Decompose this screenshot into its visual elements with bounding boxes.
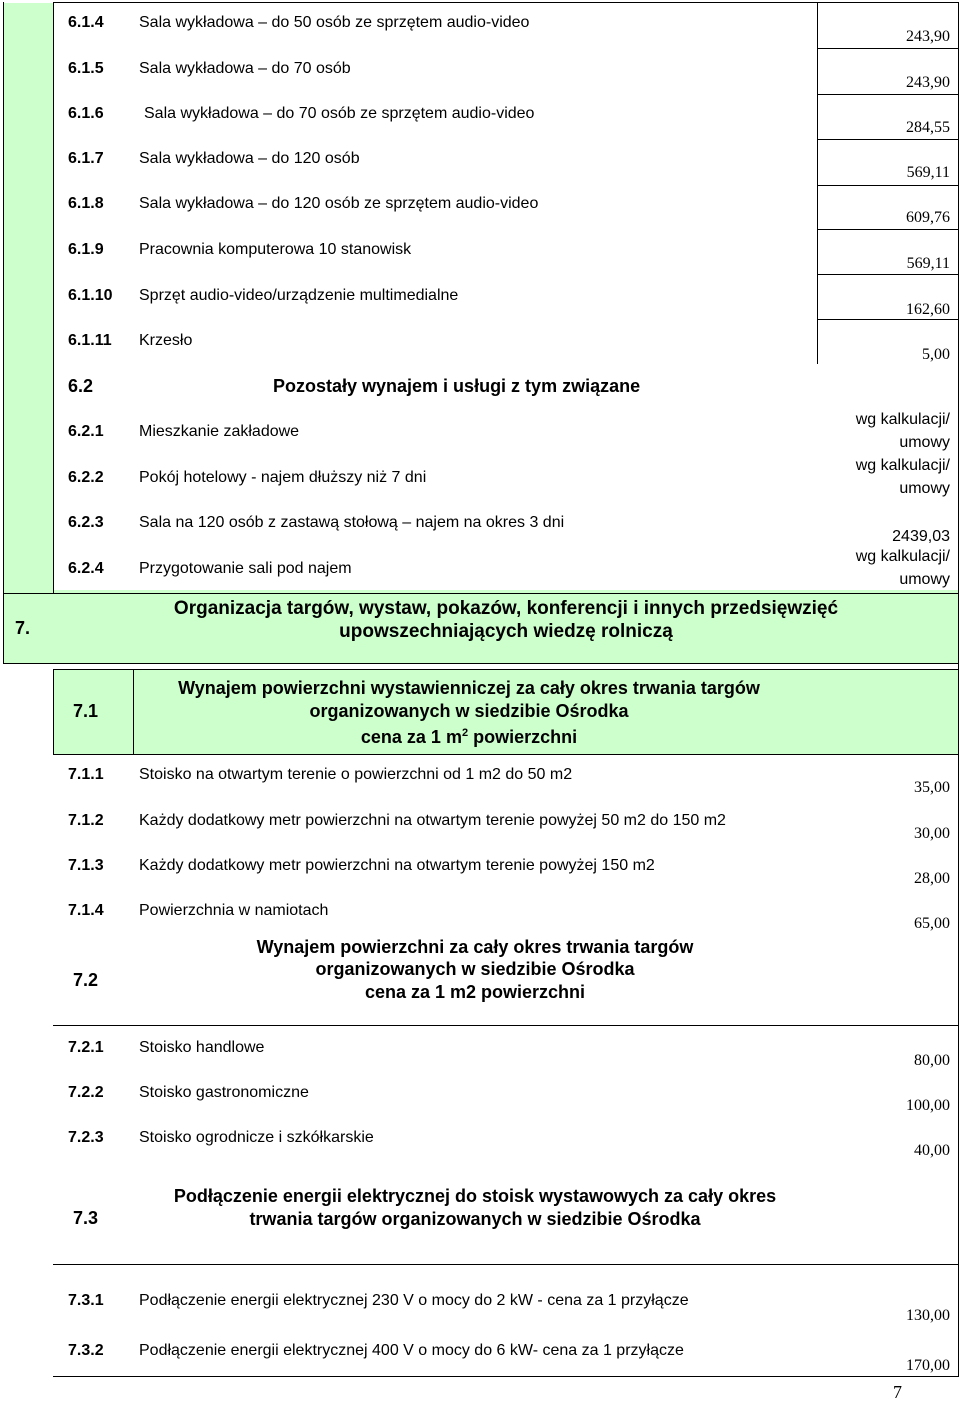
row-number: 6.1.11 [68, 332, 112, 349]
row-number: 6.1.8 [68, 195, 104, 212]
h-line-5 [817, 229, 958, 230]
row-description: Każdy dodatkowy metr powierzchni na otwartym terenie powyżej 150 m2 [139, 857, 655, 874]
h-line-4 [817, 185, 958, 186]
h-line-s7-top [3, 593, 959, 594]
row-price: 40,00 [914, 1142, 950, 1159]
right-border [958, 2, 959, 1376]
section-7-2-number: 7.2 [73, 970, 99, 990]
row-number: 7.1.3 [68, 857, 104, 874]
page-number: 7 [893, 1382, 902, 1402]
row-number: 7.2.2 [68, 1084, 104, 1101]
row-price-line2: umowy [899, 434, 950, 451]
row-price: wg kalkulacji/ [855, 457, 950, 474]
s72-bottom [53, 1025, 959, 1026]
row-number: 7.2.3 [68, 1129, 104, 1146]
row-price: 100,00 [906, 1097, 950, 1114]
row-price: 28,00 [914, 870, 950, 887]
row-price: 80,00 [914, 1052, 950, 1069]
row-description: Podłączenie energii elektrycznej 230 V o mocy do 2 kW - cena za 1 przyłącze [139, 1292, 689, 1309]
row-description: Sala na 120 osób z zastawą stołową – najem na okres 3 dni [139, 514, 565, 531]
top-border [53, 2, 959, 3]
section-6-2-title: Pozostały wynajem i usługi z tym związane [273, 376, 641, 396]
h-line-7 [817, 319, 958, 320]
h-line-3 [817, 139, 958, 140]
row-number: 6.1.9 [68, 241, 104, 258]
row-number: 7.2.1 [68, 1039, 104, 1056]
row-number: 6.2.2 [68, 469, 104, 486]
row-number: 7.1.1 [68, 766, 104, 783]
row-price: 569,11 [906, 164, 950, 181]
value-col-divider [817, 2, 818, 364]
row-description: Pracownia komputerowa 10 stanowisk [139, 241, 412, 258]
row-price: 284,55 [906, 119, 950, 136]
row-number: 7.1.2 [68, 812, 104, 829]
s71-bottom [53, 754, 959, 755]
left-border [3, 2, 4, 664]
row-number: 7.1.4 [68, 902, 104, 919]
row-description: Stoisko gastronomiczne [139, 1084, 309, 1101]
row-price: 130,00 [906, 1307, 950, 1324]
section-7-2-line1: Wynajem powierzchni za cały okres trwania targów [256, 937, 694, 957]
row-description: Mieszkanie zakładowe [139, 423, 300, 440]
margin-divider [53, 2, 54, 594]
section-6-2-number: 6.2 [68, 376, 94, 396]
section-7-2-line2: organizowanych w siedzibie Ośrodka [315, 959, 635, 979]
row-price: 30,00 [914, 825, 950, 842]
section-7-1-number: 7.1 [73, 701, 99, 721]
h-line-6 [817, 274, 958, 275]
row-price: 170,00 [906, 1357, 950, 1374]
row-price: 609,76 [906, 209, 950, 226]
row-number: 6.1.6 [68, 105, 104, 122]
row-description: Sala wykładowa – do 70 osób ze sprzętem audio-video [144, 105, 535, 122]
section-7-number: 7. [15, 618, 31, 638]
row-number: 6.2.3 [68, 514, 104, 531]
row-price: 243,90 [906, 28, 950, 45]
left-margin-fill [4, 3, 54, 663]
section-7-title-line1: Organizacja targów, wystaw, pokazów, konferencji i innych przedsięwzięć [173, 598, 839, 619]
row-description: Stoisko na otwartym terenie o powierzchni od 1 m2 do 50 m2 [139, 766, 573, 783]
row-price: 162,60 [906, 301, 950, 318]
row-price-line2: umowy [899, 480, 950, 497]
row-description: Sprzęt audio-video/urządzenie multimedialne [139, 287, 459, 304]
s73-bottom [53, 1264, 959, 1265]
row-number: 7.3.1 [68, 1292, 104, 1309]
section-7-3-line1: Podłączenie energii elektrycznej do stoisk wystawowych za cały okres [173, 1186, 777, 1206]
row-price-line2: umowy [899, 571, 950, 588]
row-price: 2439,03 [892, 528, 950, 545]
table-bottom [53, 1376, 959, 1377]
row-price: 65,00 [914, 915, 950, 932]
h-line-s7-bottom [3, 663, 959, 664]
section-7-3-line2: trwania targów organizowanych w siedzibie Ośrodka [249, 1209, 701, 1229]
row-description: Przygotowanie sali pod najem [139, 560, 352, 577]
row-description: Stoisko ogrodnicze i szkółkarskie [139, 1129, 374, 1146]
section-7-1-line3: cena za 1 $m^2$ powierzchni [360, 727, 578, 747]
h-line-2 [817, 94, 958, 95]
row-description: Stoisko handlowe [139, 1039, 265, 1056]
section-7-1-line2: organizowanych w siedzibie Ośrodka [309, 701, 629, 721]
row-price: 243,90 [906, 74, 950, 91]
row-price: 569,11 [906, 255, 950, 272]
row-price: 5,00 [922, 346, 950, 363]
row-description: Sala wykładowa – do 120 osób [139, 150, 360, 167]
section-7-2-line3: cena za 1 m2 powierzchni [364, 982, 586, 1002]
row-number: 7.3.2 [68, 1342, 104, 1359]
section-7-1-line1: Wynajem powierzchni wystawienniczej za cały okres trwania targów [178, 678, 760, 698]
section-7-3-number: 7.3 [73, 1208, 99, 1228]
h-line-1 [817, 48, 958, 49]
row-number: 6.2.4 [68, 560, 104, 577]
s71-left [53, 669, 54, 755]
row-description: Podłączenie energii elektrycznej 400 V o mocy do 6 kW- cena za 1 przyłącze [139, 1342, 684, 1359]
row-price: 35,00 [914, 779, 950, 796]
row-number: 6.1.10 [68, 287, 113, 304]
row-description: Sala wykładowa – do 70 osób [139, 60, 351, 77]
row-description: Sala wykładowa – do 50 osób ze sprzętem audio-video [139, 14, 530, 31]
s71-top [53, 669, 959, 670]
section-7-title-line2: upowszechniających wiedzę rolniczą [339, 621, 673, 642]
row-number: 6.1.4 [68, 14, 104, 31]
row-price: wg kalkulacji/ [855, 548, 950, 565]
row-description: Powierzchnia w namiotach [139, 902, 329, 919]
row-price: wg kalkulacji/ [855, 411, 950, 428]
row-description: Pokój hotelowy - najem dłuższy niż 7 dni [139, 469, 427, 486]
row-number: 6.1.5 [68, 60, 104, 77]
row-description: Sala wykładowa – do 120 osób ze sprzętem audio-video [139, 195, 539, 212]
row-number: 6.1.7 [68, 150, 104, 167]
row-description: Krzesło [139, 332, 193, 349]
row-description: Każdy dodatkowy metr powierzchni na otwartym terenie powyżej 50 m2 do 150 m2 [139, 812, 726, 829]
row-number: 6.2.1 [68, 423, 104, 440]
